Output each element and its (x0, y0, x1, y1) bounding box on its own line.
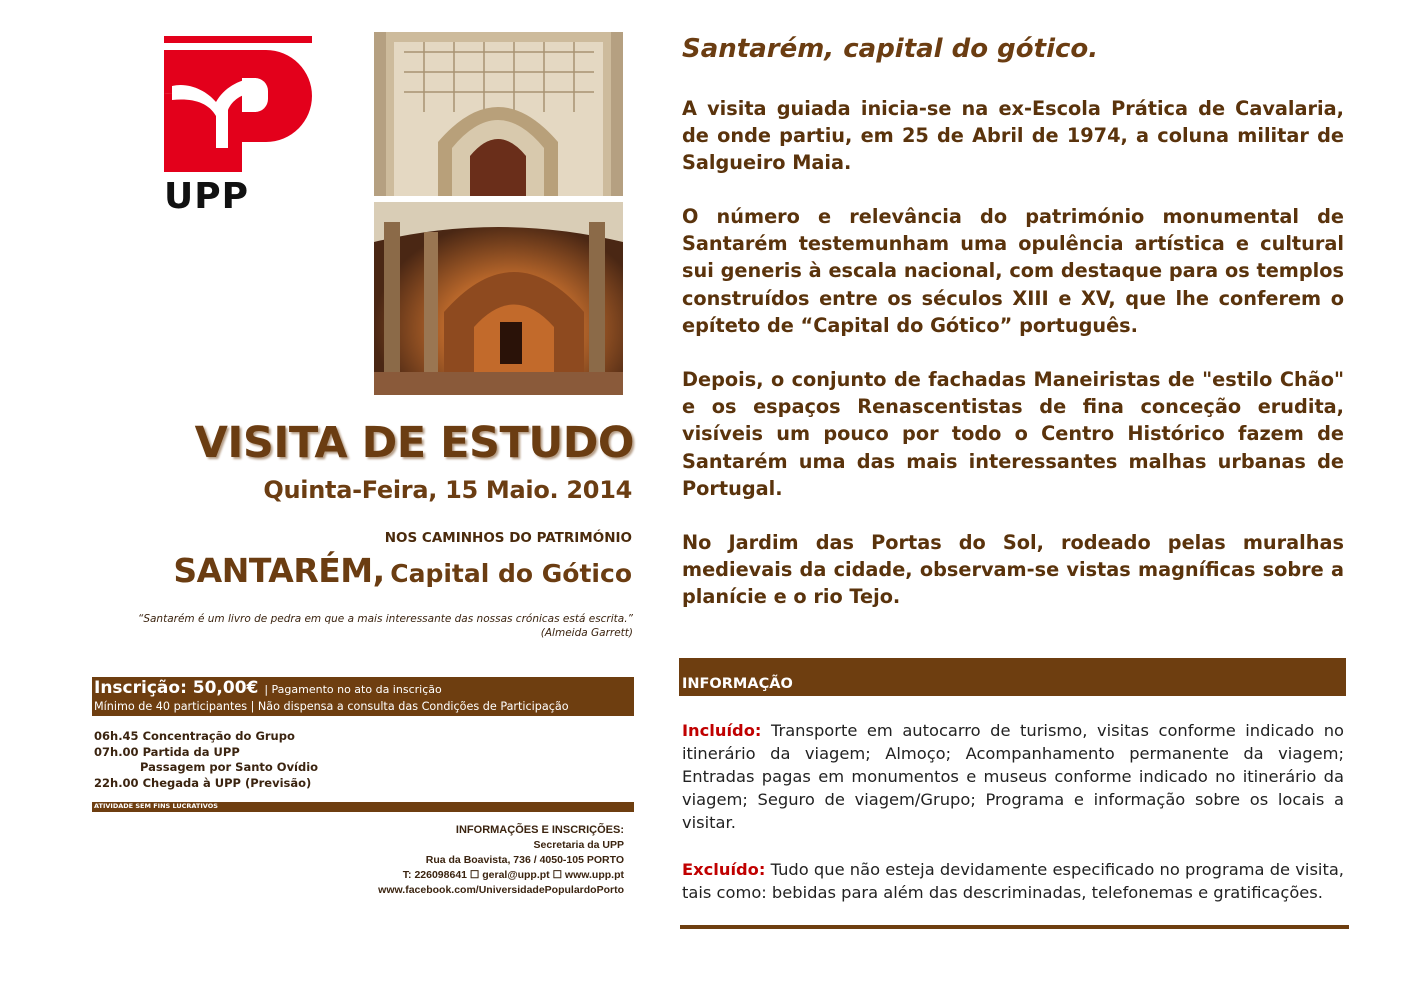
excluded-label: Excluído: (682, 860, 766, 879)
bottom-rule (680, 925, 1349, 929)
schedule-item: 07h.00 Partida da UPP (94, 744, 240, 759)
schedule-item: 06h.45 Concentração do Grupo (94, 729, 295, 743)
schedule-item: 22h.00 Chegada à UPP (Previsão) (94, 775, 312, 790)
city-main: SANTARÉM, (173, 551, 385, 590)
contacts-line: Secretaria da UPP (533, 839, 624, 851)
city-heading (100, 551, 632, 590)
quote-block (70, 612, 633, 640)
included-label: Incluído: (682, 721, 762, 740)
event-title: VISITA DE ESTUDO (194, 418, 634, 468)
nonprofit-text: ATIVIDADE SEM FINS LUCRATIVOS (94, 802, 218, 810)
info-heading: INFORMAÇÃO (682, 676, 793, 692)
contacts-line[interactable]: T: 226098641 ☐ geral@upp.pt ☐ www.upp.pt (402, 869, 624, 881)
church-interior-photo (374, 202, 623, 395)
contacts-line: Rua da Boavista, 736 / 4050-105 PORTO (425, 854, 624, 866)
article-paragraph: O número e relevância do património monumental de Santarém testemunham uma opulência artística e cultural sui generis à escala nacional, com destaque para os templos construídos entre os séculos XIII e XV, que lhe conferem o epíteto de “Capital do Gótico” português. (682, 205, 1344, 337)
inscricao-conditions: Mínimo de 40 participantes | Não dispensa a consulta das Condições de Participação (94, 700, 569, 713)
inscricao-label: Inscrição: 50,00€ (94, 678, 259, 698)
included-paragraph (682, 719, 1344, 834)
article-title: Santarém, capital do gótico. (682, 34, 1099, 64)
contacts-heading: INFORMAÇÕES E INSCRIÇÕES: (455, 824, 624, 836)
inscricao-price (94, 678, 442, 698)
logo-text: UPP (164, 176, 250, 217)
article-paragraph: No Jardim das Portas do Sol, rodeado pelas muralhas medievais da cidade, observam-se vistas magníficas sobre a planície e o rio Tejo. (682, 531, 1344, 609)
event-subtitle: NOS CAMINHOS DO PATRIMÓNIO (384, 530, 632, 546)
schedule-list (94, 729, 318, 791)
gothic-portal-photo (374, 32, 623, 196)
contacts-block (300, 823, 624, 898)
quote-text: “Santarém é um livro de pedra em que a mais interessante das nossas crónicas está escrita.” (137, 613, 633, 625)
inscricao-note: | Pagamento no ato da inscrição (264, 683, 442, 696)
excluded-paragraph (682, 858, 1344, 904)
excluded-text: Tudo que não esteja devidamente especificado no programa de visita, tais como: bebidas para além das descriminadas, telefonemas e gratificações. (682, 860, 1344, 902)
article-paragraph: A visita guiada inicia-se na ex-Escola Prática de Cavalaria, de onde partiu, em 25 de Abril de 1974, a coluna militar de Salgueiro Maia. (682, 97, 1344, 175)
quote-author: (Almeida Garrett) (540, 627, 633, 639)
event-date: Quinta-Feira, 15 Maio. 2014 (263, 476, 632, 504)
schedule-item: Passagem por Santo Ovídio (140, 760, 319, 774)
article-paragraph: Depois, o conjunto de fachadas Maneiristas de "estilo Chão" e os espaços Renascentistas de fina conceção erudita, visíveis um pouco por todo o Centro Histórico fazem de Santarém uma das mais interessantes malhas urbanas de Portugal. (682, 368, 1344, 500)
contacts-line[interactable]: www.facebook.com/UniversidadePopulardoPorto (378, 884, 624, 896)
included-text: Transporte em autocarro de turismo, visitas conforme indicado no itinerário da viagem; Almoço; Acompanhamento permanente da viagem; Entradas pagas em monumentos e museus conforme indicado no itinerário da viagem; Seguro de viagem/Grupo; Programa e informação sobre os locais a visitar. (682, 721, 1344, 832)
city-sub: Capital do Gótico (390, 559, 632, 588)
